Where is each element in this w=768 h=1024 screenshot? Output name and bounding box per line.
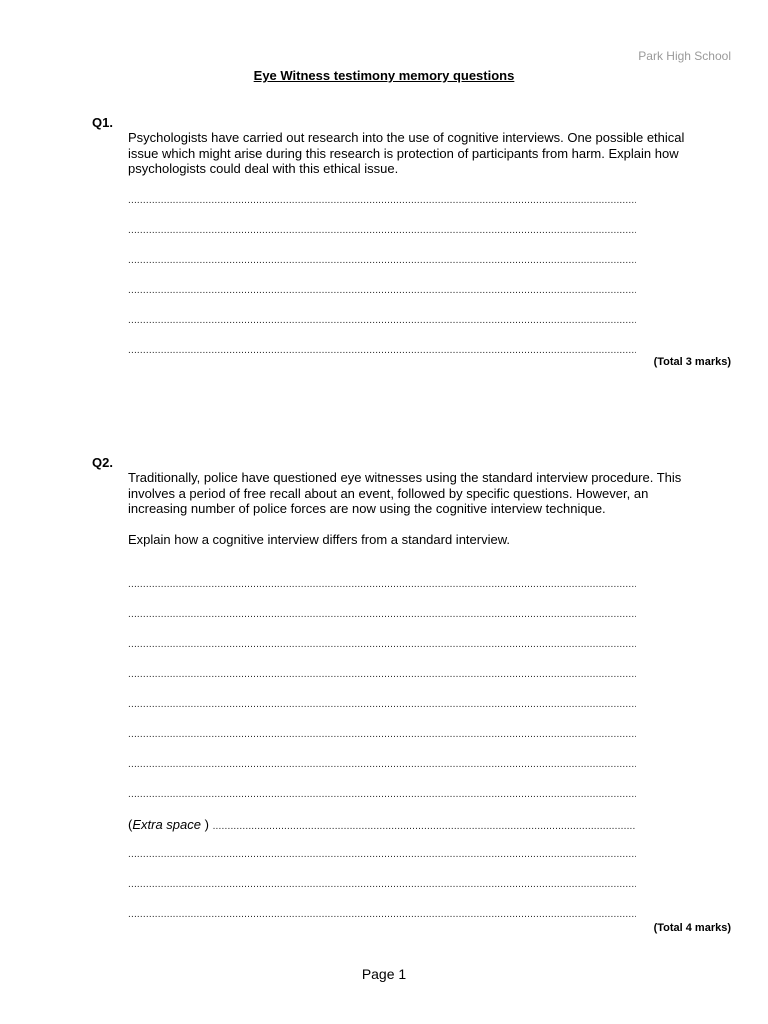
- question-1-text: [128, 130, 688, 177]
- answer-line[interactable]: [128, 194, 636, 208]
- answer-line[interactable]: [128, 848, 636, 862]
- answer-line[interactable]: [128, 224, 636, 238]
- answer-line[interactable]: [128, 728, 636, 742]
- answer-line[interactable]: [128, 578, 636, 592]
- answer-line[interactable]: [128, 638, 636, 652]
- question-2-body: Traditionally, police have questioned eye witnesses using the standard interview procedure. This involves a period of free recall about an event, followed by specific questions. However, an increasing number of police forces are now using the cognitive interview technique.: [128, 470, 682, 516]
- question-2-text: [128, 470, 688, 547]
- answer-line[interactable]: [128, 878, 636, 892]
- answer-line[interactable]: [128, 284, 636, 298]
- question-1-body: Psychologists have carried out research into the use of cognitive interviews. One possible ethical issue which might arise during this research is protection of participants from harm. Explain how psychologists could deal with this ethical issue.: [128, 130, 685, 176]
- answer-line[interactable]: [128, 908, 636, 922]
- question-2-prompt: Explain how a cognitive interview differs from a standard interview.: [128, 531, 511, 547]
- question-1-total-marks: (Total 3 marks): [653, 356, 731, 368]
- answer-line[interactable]: [128, 254, 636, 268]
- page-number: Page 1: [361, 966, 407, 982]
- question-1-number: Q1.: [92, 115, 113, 130]
- school-name: Park High School: [638, 49, 731, 63]
- document-title: Eye Witness testimony memory questions: [253, 68, 515, 83]
- extra-space-open: (: [128, 817, 133, 832]
- extra-space-close: ): [201, 817, 209, 832]
- extra-space-label: Extra space: [132, 817, 201, 832]
- question-2-total-marks: (Total 4 marks): [653, 922, 731, 934]
- answer-line[interactable]: [128, 668, 636, 682]
- question-2-number: Q2.: [92, 455, 113, 470]
- extra-space-dots: [213, 821, 636, 832]
- answer-line[interactable]: [128, 314, 636, 328]
- answer-line[interactable]: [128, 698, 636, 712]
- extra-space-line: [128, 817, 636, 833]
- answer-line[interactable]: [128, 758, 636, 772]
- answer-line[interactable]: [128, 608, 636, 622]
- answer-line[interactable]: [128, 788, 636, 802]
- answer-line[interactable]: [128, 344, 636, 358]
